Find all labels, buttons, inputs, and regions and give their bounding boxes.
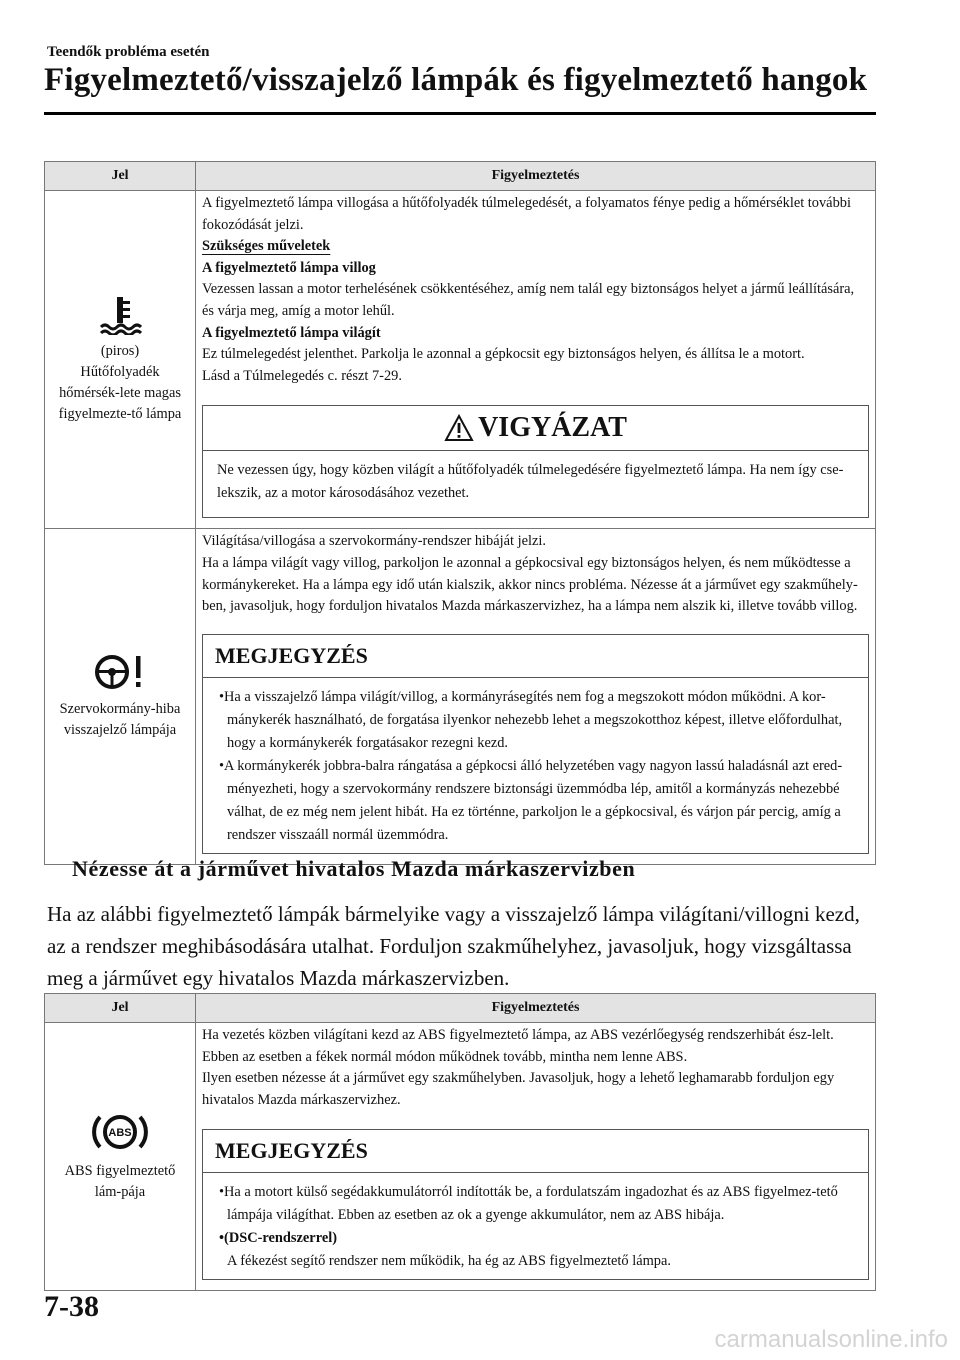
warning-description-abs	[196, 1023, 876, 1291]
symbol-cell-coolant	[45, 191, 196, 529]
warning-table-2	[44, 993, 876, 1291]
note-title: MEGJEGYZÉS	[203, 1130, 868, 1173]
note-bullet-heading: •(DSC-rendszerrel)	[219, 1230, 337, 1247]
column-header-symbol: Jel	[45, 994, 196, 1023]
abs-warning-icon	[90, 1111, 150, 1153]
section-label: Teendők probléma esetén	[47, 44, 210, 60]
power-steering-warning-icon	[94, 653, 146, 691]
column-header-warning: Figyelmeztetés	[196, 994, 876, 1023]
column-header-symbol: Jel	[45, 162, 196, 191]
page-title: Figyelmeztető/visszajelző lámpák és figyelmeztető hangok	[44, 62, 868, 98]
page-number: 7-38	[44, 1290, 99, 1323]
symbol-name: Hűtőfolyadék hőmérsék-lete magas figyelmezte-tő lámpa	[58, 363, 182, 422]
note-bullet: •Ha a motort külső segédakkumulátorról indították be, a fordulatszám ingadozhat és az ABS figyelmez-tető lámpája világíthat. Ebben az esetben az ok a gyenge akkumulátor, nem az ABS hibája.	[219, 1184, 838, 1224]
abs-icon-label: ABS	[108, 1126, 132, 1139]
description-text: Ilyen esetben nézesse át a járművet egy szakműhelyben. Javasoljuk, hogy a lehető leghamarabb forduljon egy hivatalos Mazda márkaszervizhez.	[202, 1070, 835, 1108]
note-box	[202, 1129, 869, 1280]
description-text: Világítása/villogása a szervokormány-rendszer hibáját jelzi.	[202, 533, 546, 550]
caution-box	[202, 405, 869, 518]
symbol-name: Szervokormány-hiba visszajelző lámpája	[59, 700, 181, 738]
coolant-temperature-icon	[98, 295, 142, 335]
symbol-name: ABS figyelmeztető lám-pája	[64, 1162, 176, 1200]
column-header-warning: Figyelmeztetés	[196, 162, 876, 191]
lit-text: Ez túlmelegedést jelenthet. Parkolja le azonnal a gépkocsit egy biztonságos helyen, és állítsa le a motort.	[202, 346, 805, 363]
note-bullet: •A kormánykerék jobbra-balra rángatása a gépkocsi álló helyzetében vagy nagyon lassú haladásnál azt ered-ményezheti, hogy a szervokormány rendszere biztonsági üzemmódba lép, amitől a kormányzás nehezebbé válhat, de ez még nem jelent hibát. Ha ez történne, parkoljon le a gépkocsival, és várjon pár percig, amíg a rendszer visszaáll normál üzemmódra.	[219, 757, 843, 843]
description-text: Ha a lámpa világít vagy villog, parkoljon le azonnal a gépkocsival egy biztonságos helyen, és nem működtesse a kormánykereket. Ha a lámpa egy idő után kialszik, akkor nincs probléma. Nézesse át a járművet egy szakműhely-ben, javasoljuk, hogy forduljon hivatalos Mazda márkaszervizhez, ha a lámpa nem alszik ki, illetve tovább villog.	[202, 554, 858, 615]
blink-text: Vezessen lassan a motor terhelésének csökkentéséhez, amíg nem talál egy biztonságos helyet a jármű leállítására, és várja meg, amíg a motor lehűl.	[202, 281, 855, 319]
section-heading: Nézesse át a járművet hivatalos Mazda márkaszervizben	[72, 856, 636, 881]
lit-heading: A figyelmeztető lámpa világít	[202, 324, 381, 341]
description-text: Ha vezetés közben világítani kezd az ABS figyelmeztető lámpa, az ABS vezérlőegység rendszerhibát ész-lelt. Ebben az esetben a fékek normál módon működnek tovább, mintha nem lenne ABS.	[202, 1027, 834, 1065]
caution-text: Ne vezessen úgy, hogy közben világít a hűtőfolyadék túlmelegedésére figyelmeztető lámpa. Ha nem így cse-lekszik, az a motor károsodásához vezethet.	[217, 462, 844, 502]
warning-table-1	[44, 161, 876, 865]
note-title: MEGJEGYZÉS	[203, 635, 868, 678]
caution-title: VIGYÁZAT	[478, 412, 627, 444]
blink-heading: A figyelmeztető lámpa villog	[202, 259, 376, 276]
description-text: A figyelmeztető lámpa villogása a hűtőfolyadék túlmelegedését, a folyamatos fénye pedig a hőmérséklet további fokozódását jelzi.	[202, 195, 851, 233]
warning-triangle-icon	[444, 414, 474, 442]
warning-description-power-steering	[196, 529, 876, 864]
note-bullet: •Ha a visszajelző lámpa világít/villog, a kormányrásegítés nem fog a megszokott módon működni. A kor-mánykerék használható, de forgatása ilyenkor nehezebb lehet a megszokotthoz képest, illetve előfordulhat, hogy a kormánykerék forgatásakor rezegni kezd.	[219, 688, 843, 751]
reference-text: Lásd a Túlmelegedés c. részt 7-29.	[202, 367, 402, 384]
symbol-color: (piros)	[100, 342, 140, 359]
symbol-cell-abs	[45, 1023, 196, 1291]
note-bullet-text: A fékezést segítő rendszer nem működik, ha ég az ABS figyelmeztető lámpa.	[227, 1253, 671, 1270]
title-rule	[44, 112, 876, 115]
watermark: carmanualsonline.info	[714, 1326, 948, 1353]
note-box	[202, 634, 869, 854]
warning-description-coolant	[196, 191, 876, 529]
required-actions-heading: Szükséges műveletek	[202, 238, 331, 255]
section-intro: Ha az alábbi figyelmeztető lámpák bármelyike vagy a visszajelző lámpa világítani/villogni kezd, az a rendszer meghibásodására utalhat. Forduljon szakműhelyhez, javasoljuk, hogy vizsgáltassa meg a járművet egy hivatalos Mazda márkaszervizben.	[47, 902, 860, 990]
symbol-cell-power-steering	[45, 529, 196, 864]
